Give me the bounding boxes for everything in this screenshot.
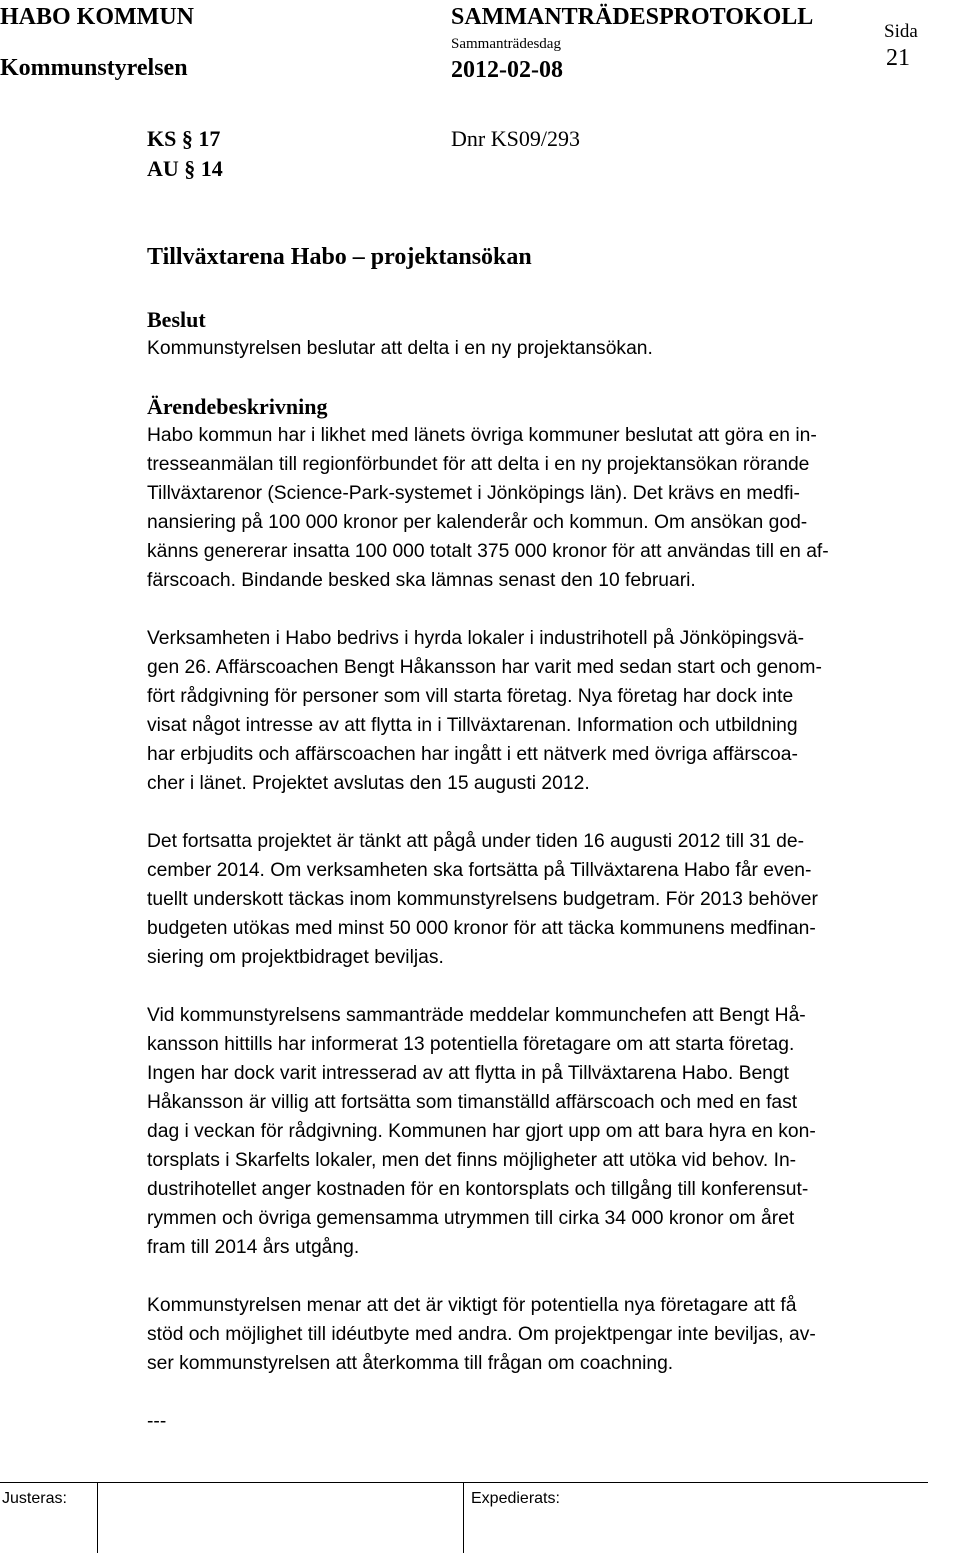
meeting-date-label: Sammanträdesdag — [451, 36, 561, 52]
footer-vertical-divider — [463, 1482, 464, 1553]
footer-divider — [0, 1482, 928, 1483]
text-line: stöd och möjlighet till idéutbyte med andra. Om projektpengar inte beviljas, av- — [147, 1324, 816, 1345]
text-line: känns genererar insatta 100 000 totalt 375 000 kronor för att användas till en af- — [147, 541, 829, 562]
paragraph-5 — [147, 1291, 947, 1378]
text-line: tresseanmälan till regionförbundet för att delta i en ny projektansökan rörande — [147, 454, 810, 475]
meeting-date: 2012-02-08 — [451, 57, 563, 83]
text-line: kansson hittills har informerat 13 potentiella företagare om att starta företag. — [147, 1034, 795, 1055]
text-line: Kommunstyrelsen menar att det är viktigt för potentiella nya företagare att få — [147, 1295, 797, 1316]
text-line: Ingen har dock varit intresserad av att flytta in på Tillväxtarena Habo. Bengt — [147, 1063, 789, 1084]
paragraph-1 — [147, 421, 947, 595]
text-line: färscoach. Bindande besked ska lämnas senast den 10 februari. — [147, 570, 696, 591]
text-line: Håkansson är villig att fortsätta som timanställd affärscoach och med en fast — [147, 1092, 798, 1113]
page-label: Sida — [884, 21, 918, 42]
text-line: gen 26. Affärscoachen Bengt Håkansson har varit med sedan start och genom- — [147, 657, 822, 678]
text-line: visat något intresse av att flytta in i Tillväxtarenan. Information och utbildning — [147, 715, 798, 736]
arendebeskrivning-heading: Ärendebeskrivning — [147, 394, 328, 419]
text-line: rymmen och övriga gemensamma utrymmen till cirka 34 000 kronor om året — [147, 1208, 795, 1229]
text-line: Verksamheten i Habo bedrivs i hyrda lokaler i industrihotell på Jönköpingsvä- — [147, 628, 804, 649]
text-line: Kommunstyrelsen beslutar att delta i en ny projektansökan. — [147, 338, 653, 359]
ks-paragraph-ref: KS § 17 — [147, 126, 221, 151]
text-line: dag i veckan för rådgivning. Kommunen har gjort upp om att bara hyra en kon- — [147, 1121, 816, 1142]
text-line: nansiering på 100 000 kronor per kalenderår och kommun. Om ansökan god- — [147, 512, 808, 533]
committee-name: Kommunstyrelsen — [0, 55, 188, 81]
text-line: fört rådgivning för personer som vill starta företag. Nya företag har dock inte — [147, 686, 794, 707]
text-line: Tillväxtarenor (Science-Park-systemet i Jönköpings län). Det krävs en medfi- — [147, 483, 800, 504]
text-line: fram till 2014 års utgång. — [147, 1237, 360, 1258]
text-line: budgeten utökas med minst 50 000 kronor för att täcka kommunens medfinan- — [147, 918, 816, 939]
diary-number: Dnr KS09/293 — [451, 126, 580, 151]
paragraph-3 — [147, 827, 947, 972]
text-line: har erbjudits och affärscoachen har ingått i ett nätverk med övriga affärscoa- — [147, 744, 798, 765]
text-line: Habo kommun har i likhet med länets övriga kommuner beslutat att göra en in- — [147, 425, 817, 446]
au-paragraph-ref: AU § 14 — [147, 156, 223, 181]
text-line: tuellt underskott täckas inom kommunstyrelsens budgetram. För 2013 behöver — [147, 889, 818, 910]
text-line: dustrihotellet anger kostnaden för en kontorsplats och tillgång till konferensut- — [147, 1179, 809, 1200]
justeras-label: Justeras: — [2, 1490, 67, 1507]
text-line: torsplats i Skarfelts lokaler, men det finns möjligheter att utöka vid behov. In- — [147, 1150, 797, 1171]
document-type: SAMMANTRÄDESPROTOKOLL — [451, 4, 814, 30]
text-line: siering om projektbidraget beviljas. — [147, 947, 444, 968]
paragraph-2 — [147, 624, 947, 798]
text-line: cher i länet. Projektet avslutas den 15 augusti 2012. — [147, 773, 590, 794]
end-mark: --- — [147, 1411, 167, 1432]
footer-vertical-divider — [97, 1482, 98, 1553]
text-line: cember 2014. Om verksamheten ska fortsätta på Tillväxtarena Habo får even- — [147, 860, 812, 881]
beslut-text — [147, 334, 947, 363]
text-line: Vid kommunstyrelsens sammanträde meddelar kommunchefen att Bengt Hå- — [147, 1005, 806, 1026]
org-name: HABO KOMMUN — [0, 4, 194, 30]
document-body — [147, 305, 947, 1436]
beslut-heading: Beslut — [147, 307, 206, 332]
text-line: ser kommunstyrelsen att återkomma till frågan om coachning. — [147, 1353, 674, 1374]
document-title: Tillväxtarena Habo – projektansökan — [147, 244, 532, 270]
expedierats-label: Expedierats: — [471, 1490, 560, 1507]
page-number: 21 — [886, 45, 910, 71]
text-line: Det fortsatta projektet är tänkt att pågå under tiden 16 augusti 2012 till 31 de- — [147, 831, 805, 852]
paragraph-4 — [147, 1001, 947, 1262]
